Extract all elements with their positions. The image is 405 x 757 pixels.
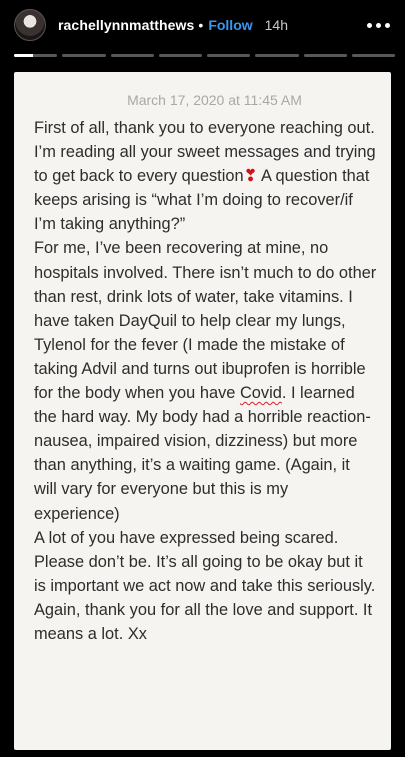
note-paragraph-2-cont: . I learned the hard way. My body had a horrible reaction- nausea, impaired vision, dizziness) but more than anything, it’s a waiting game. (Again, it will vary for everyone but this is my experience) — [34, 384, 371, 523]
progress-segment — [111, 54, 154, 57]
notes-screenshot — [14, 72, 391, 750]
progress-segment — [255, 54, 298, 57]
progress-segment — [62, 54, 105, 57]
progress-fill — [14, 54, 33, 57]
note-date: March 17, 2020 at 11:45 AM — [127, 92, 302, 108]
note-paragraph-3: A lot of you have expressed being scared. Please don’t be. It’s all going to be okay but it is important we act now and take this seriously. Again, thank you for all the love and support. It means a lot. Xx — [34, 528, 376, 643]
progress-segment — [207, 54, 250, 57]
note-paragraph-1: First of all, thank you to everyone reaching out. I’m reading all your sweet messages and trying to get back to every question — [34, 119, 376, 186]
separator-dot: • — [198, 17, 204, 33]
follow-button[interactable]: Follow — [208, 17, 253, 33]
heart-exclamation-icon: ❣ — [243, 167, 258, 186]
misspelled-word: Covid — [239, 384, 282, 403]
story-header — [14, 10, 394, 40]
avatar[interactable] — [14, 9, 46, 41]
more-options-icon[interactable] — [363, 17, 394, 34]
story-progress-bar — [14, 54, 395, 57]
progress-segment — [304, 54, 347, 57]
progress-segment — [14, 54, 57, 57]
timestamp: 14h — [264, 17, 288, 33]
note-paragraph-1-cont: A question that keeps arising is “what I’m doing to recover/if I’m taking anything?” — [34, 167, 370, 234]
username[interactable]: rachellynnmatthews — [58, 17, 195, 33]
note-body — [14, 108, 391, 646]
note-paragraph-2: For me, I’ve been recovering at mine, no hospitals involved. There isn’t much to do other than rest, drink lots of water, take vitamins. I have taken DayQuil to help clear my lungs, Tylenol for the fever (I made the mistake of taking Advil and turns out ibuprofen is horrible for the body when you have — [34, 239, 377, 403]
progress-segment — [352, 54, 395, 57]
progress-segment — [159, 54, 202, 57]
